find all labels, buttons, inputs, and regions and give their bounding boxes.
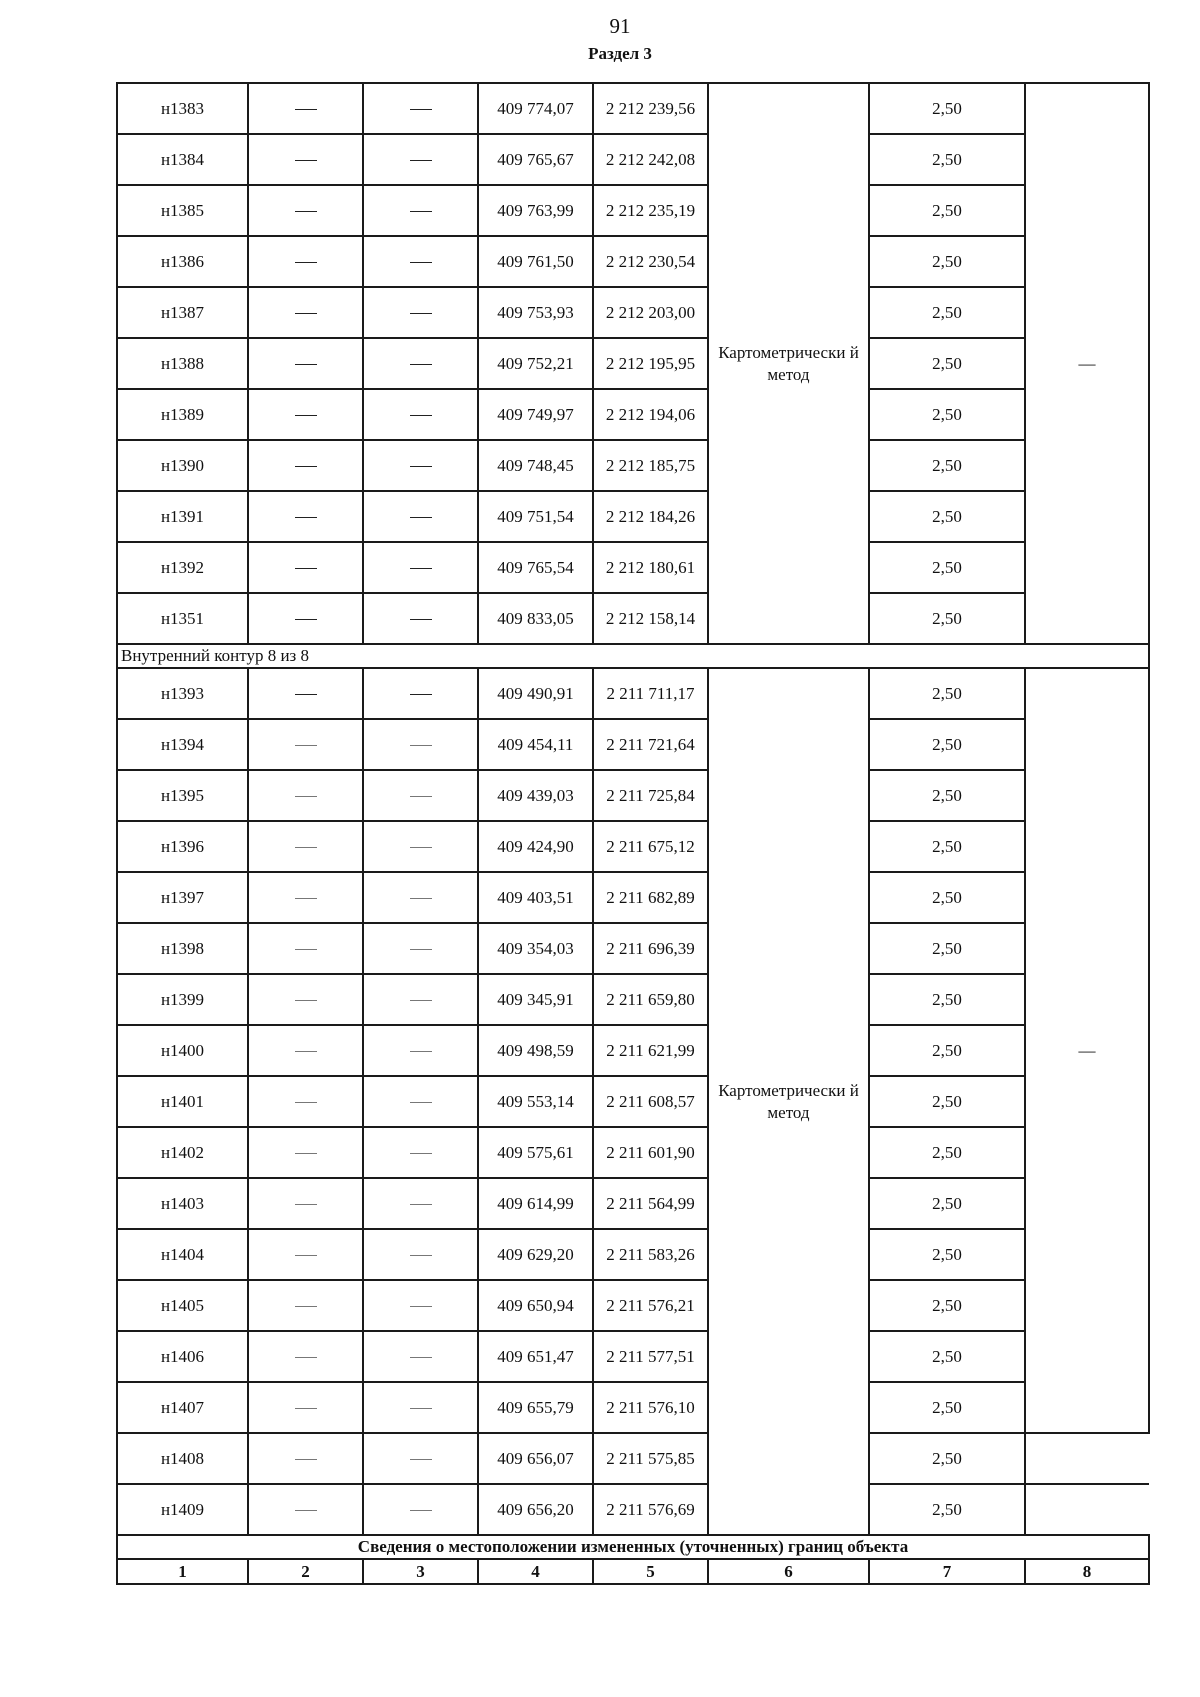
dash-mark (295, 796, 317, 797)
empty-cell (363, 542, 478, 593)
dash-mark (295, 466, 317, 467)
point-id-cell: н1399 (117, 974, 248, 1025)
dash-mark (410, 364, 432, 365)
y-coordinate-cell: 2 212 235,19 (593, 185, 708, 236)
column-number: 5 (593, 1559, 708, 1584)
empty-cell (363, 1280, 478, 1331)
dash-mark (410, 1459, 432, 1460)
empty-cell (363, 185, 478, 236)
empty-cell (363, 83, 478, 134)
x-coordinate-cell: 409 498,59 (478, 1025, 593, 1076)
empty-cell (248, 974, 363, 1025)
dash-mark (410, 619, 432, 620)
dash-mark (410, 262, 432, 263)
x-coordinate-cell: 409 753,93 (478, 287, 593, 338)
dash-mark (295, 313, 317, 314)
x-coordinate-cell: 409 575,61 (478, 1127, 593, 1178)
dash-mark (295, 415, 317, 416)
y-coordinate-cell: 2 211 576,21 (593, 1280, 708, 1331)
table-row (117, 1025, 1149, 1076)
empty-cell (363, 1229, 478, 1280)
dash-mark (295, 1357, 317, 1358)
dash-mark (295, 109, 317, 110)
y-coordinate-cell: 2 211 601,90 (593, 1127, 708, 1178)
empty-cell (248, 1484, 363, 1535)
point-id-cell: н1383 (117, 83, 248, 134)
point-id-cell: н1403 (117, 1178, 248, 1229)
y-coordinate-cell: 2 212 203,00 (593, 287, 708, 338)
empty-cell (248, 593, 363, 644)
table-row (117, 287, 1149, 338)
dash-mark (410, 313, 432, 314)
dash-mark (410, 466, 432, 467)
empty-cell (363, 1178, 478, 1229)
empty-cell (248, 287, 363, 338)
empty-cell (248, 1178, 363, 1229)
empty-cell (248, 872, 363, 923)
table-row (117, 821, 1149, 872)
dash-mark (295, 619, 317, 620)
table-row (117, 974, 1149, 1025)
accuracy-cell: 2,50 (869, 1382, 1025, 1433)
empty-cell (248, 1433, 363, 1484)
empty-cell (363, 287, 478, 338)
table-row (117, 1229, 1149, 1280)
accuracy-cell: 2,50 (869, 872, 1025, 923)
dash-mark (410, 517, 432, 518)
x-coordinate-cell: 409 774,07 (478, 83, 593, 134)
dash-mark (410, 1408, 432, 1409)
empty-cell (363, 1127, 478, 1178)
empty-cell (363, 1382, 478, 1433)
x-coordinate-cell: 409 614,99 (478, 1178, 593, 1229)
empty-cell (363, 770, 478, 821)
x-coordinate-cell: 409 752,21 (478, 338, 593, 389)
point-id-cell: н1394 (117, 719, 248, 770)
x-coordinate-cell: 409 629,20 (478, 1229, 593, 1280)
empty-cell (248, 1025, 363, 1076)
dash-mark (295, 1408, 317, 1409)
empty-cell (363, 491, 478, 542)
empty-cell (248, 923, 363, 974)
empty-cell (363, 440, 478, 491)
point-id-cell: н1384 (117, 134, 248, 185)
accuracy-cell: 2,50 (869, 440, 1025, 491)
point-id-cell: н1401 (117, 1076, 248, 1127)
empty-cell (363, 821, 478, 872)
x-coordinate-cell: 409 761,50 (478, 236, 593, 287)
point-id-cell: н1397 (117, 872, 248, 923)
accuracy-cell: 2,50 (869, 389, 1025, 440)
point-id-cell: н1405 (117, 1280, 248, 1331)
x-coordinate-cell: 409 651,47 (478, 1331, 593, 1382)
dash-mark (410, 1000, 432, 1001)
table-row (117, 389, 1149, 440)
dash-mark (295, 694, 317, 695)
dash-mark (410, 898, 432, 899)
y-coordinate-cell: 2 211 576,69 (593, 1484, 708, 1535)
column-number: 3 (363, 1559, 478, 1584)
contour-label: Внутренний контур 8 из 8 (117, 644, 1149, 668)
accuracy-cell: 2,50 (869, 338, 1025, 389)
empty-cell (248, 719, 363, 770)
y-coordinate-cell: 2 211 576,10 (593, 1382, 708, 1433)
empty-cell (363, 593, 478, 644)
accuracy-cell: 2,50 (869, 1076, 1025, 1127)
dash-mark (295, 1051, 317, 1052)
accuracy-cell: 2,50 (869, 236, 1025, 287)
method-cell: Картометрически й метод (708, 83, 869, 644)
point-id-cell: н1398 (117, 923, 248, 974)
empty-cell (248, 1229, 363, 1280)
x-coordinate-cell: 409 765,67 (478, 134, 593, 185)
empty-cell (363, 1433, 478, 1484)
empty-cell (248, 389, 363, 440)
accuracy-cell: 2,50 (869, 1484, 1025, 1535)
empty-cell (248, 236, 363, 287)
empty-cell (363, 668, 478, 719)
empty-cell (248, 440, 363, 491)
empty-cell (363, 1025, 478, 1076)
empty-cell (363, 236, 478, 287)
dash-mark (410, 1306, 432, 1307)
column-number: 8 (1025, 1559, 1149, 1584)
y-coordinate-cell: 2 212 184,26 (593, 491, 708, 542)
x-coordinate-cell: 409 748,45 (478, 440, 593, 491)
table-row (117, 338, 1149, 389)
point-id-cell: н1388 (117, 338, 248, 389)
method-cell: Картометрически й метод (708, 668, 869, 1535)
dash-mark (410, 160, 432, 161)
empty-cell (363, 1484, 478, 1535)
y-coordinate-cell: 2 212 230,54 (593, 236, 708, 287)
blank-cell (1025, 1433, 1149, 1484)
dash-mark (295, 745, 317, 746)
x-coordinate-cell: 409 765,54 (478, 542, 593, 593)
dash-mark (410, 694, 432, 695)
empty-cell (248, 491, 363, 542)
dash-mark (295, 160, 317, 161)
point-id-cell: н1400 (117, 1025, 248, 1076)
point-id-cell: н1392 (117, 542, 248, 593)
dash-mark (410, 1204, 432, 1205)
point-id-cell: н1402 (117, 1127, 248, 1178)
point-id-cell: н1385 (117, 185, 248, 236)
y-coordinate-cell: 2 212 158,14 (593, 593, 708, 644)
section-heading: Сведения о местоположении измененных (уточненных) границ объекта (117, 1535, 1149, 1559)
y-coordinate-cell: 2 211 696,39 (593, 923, 708, 974)
dash-mark (410, 796, 432, 797)
point-id-cell: н1389 (117, 389, 248, 440)
empty-cell (363, 1331, 478, 1382)
y-coordinate-cell: 2 211 583,26 (593, 1229, 708, 1280)
point-id-cell: н1408 (117, 1433, 248, 1484)
table-row (117, 872, 1149, 923)
x-coordinate-cell: 409 650,94 (478, 1280, 593, 1331)
accuracy-cell: 2,50 (869, 1178, 1025, 1229)
x-coordinate-cell: 409 454,11 (478, 719, 593, 770)
x-coordinate-cell: 409 656,20 (478, 1484, 593, 1535)
dash-mark (410, 568, 432, 569)
empty-cell (248, 134, 363, 185)
dash-mark (295, 568, 317, 569)
point-id-cell: н1391 (117, 491, 248, 542)
x-coordinate-cell: 409 751,54 (478, 491, 593, 542)
accuracy-cell: 2,50 (869, 593, 1025, 644)
empty-cell (248, 1076, 363, 1127)
blank-cell (1025, 1484, 1149, 1535)
description-cell: — (1025, 83, 1149, 644)
accuracy-cell: 2,50 (869, 1025, 1025, 1076)
empty-cell (248, 83, 363, 134)
x-coordinate-cell: 409 403,51 (478, 872, 593, 923)
dash-mark (295, 1102, 317, 1103)
dash-mark (410, 1357, 432, 1358)
table-row (117, 134, 1149, 185)
table-row (117, 770, 1149, 821)
page-number: 91 (609, 14, 631, 38)
empty-cell (248, 338, 363, 389)
dash-mark (410, 1051, 432, 1052)
accuracy-cell: 2,50 (869, 1433, 1025, 1484)
column-number: 2 (248, 1559, 363, 1584)
dash-mark (295, 262, 317, 263)
y-coordinate-cell: 2 212 242,08 (593, 134, 708, 185)
dash-mark (410, 211, 432, 212)
dash-mark (410, 949, 432, 950)
accuracy-cell: 2,50 (869, 83, 1025, 134)
point-id-cell: н1390 (117, 440, 248, 491)
empty-cell (363, 872, 478, 923)
x-coordinate-cell: 409 749,97 (478, 389, 593, 440)
dash-mark (295, 1204, 317, 1205)
y-coordinate-cell: 2 211 725,84 (593, 770, 708, 821)
x-coordinate-cell: 409 656,07 (478, 1433, 593, 1484)
y-coordinate-cell: 2 211 575,85 (593, 1433, 708, 1484)
dash-mark (410, 1255, 432, 1256)
table-row (117, 1127, 1149, 1178)
y-coordinate-cell: 2 211 608,57 (593, 1076, 708, 1127)
y-coordinate-cell: 2 211 659,80 (593, 974, 708, 1025)
dash-mark (295, 517, 317, 518)
table-row (117, 668, 1149, 719)
dash-mark (295, 1000, 317, 1001)
x-coordinate-cell: 409 655,79 (478, 1382, 593, 1433)
accuracy-cell: 2,50 (869, 185, 1025, 236)
column-number: 1 (117, 1559, 248, 1584)
y-coordinate-cell: 2 212 239,56 (593, 83, 708, 134)
x-coordinate-cell: 409 833,05 (478, 593, 593, 644)
dash-mark (295, 1255, 317, 1256)
table-row (117, 1280, 1149, 1331)
section-title: Раздел 3 (588, 44, 652, 63)
x-coordinate-cell: 409 439,03 (478, 770, 593, 821)
dash-mark (410, 1102, 432, 1103)
table-row (117, 1382, 1149, 1433)
table-row (117, 185, 1149, 236)
y-coordinate-cell: 2 211 675,12 (593, 821, 708, 872)
point-id-cell: н1404 (117, 1229, 248, 1280)
dash-mark (295, 898, 317, 899)
dash-mark (295, 364, 317, 365)
empty-cell (363, 974, 478, 1025)
y-coordinate-cell: 2 212 195,95 (593, 338, 708, 389)
empty-cell (248, 821, 363, 872)
y-coordinate-cell: 2 211 711,17 (593, 668, 708, 719)
y-coordinate-cell: 2 211 721,64 (593, 719, 708, 770)
column-numbers-row (117, 1559, 1149, 1584)
point-id-cell: н1407 (117, 1382, 248, 1433)
dash-mark (295, 211, 317, 212)
point-id-cell: н1386 (117, 236, 248, 287)
point-id-cell: н1396 (117, 821, 248, 872)
dash-mark (410, 847, 432, 848)
empty-cell (363, 719, 478, 770)
table-row (117, 1178, 1149, 1229)
y-coordinate-cell: 2 212 180,61 (593, 542, 708, 593)
table-row (117, 491, 1149, 542)
x-coordinate-cell: 409 424,90 (478, 821, 593, 872)
accuracy-cell: 2,50 (869, 542, 1025, 593)
y-coordinate-cell: 2 212 194,06 (593, 389, 708, 440)
column-number: 6 (708, 1559, 869, 1584)
accuracy-cell: 2,50 (869, 719, 1025, 770)
point-id-cell: н1393 (117, 668, 248, 719)
empty-cell (363, 389, 478, 440)
dash-mark (295, 1153, 317, 1154)
point-id-cell: н1395 (117, 770, 248, 821)
y-coordinate-cell: 2 212 185,75 (593, 440, 708, 491)
empty-cell (363, 338, 478, 389)
empty-cell (248, 1382, 363, 1433)
column-number: 4 (478, 1559, 593, 1584)
empty-cell (363, 134, 478, 185)
column-number: 7 (869, 1559, 1025, 1584)
empty-cell (248, 1331, 363, 1382)
y-coordinate-cell: 2 211 682,89 (593, 872, 708, 923)
accuracy-cell: 2,50 (869, 821, 1025, 872)
empty-cell (363, 923, 478, 974)
x-coordinate-cell: 409 553,14 (478, 1076, 593, 1127)
table-row (117, 83, 1149, 134)
dash-mark (410, 1153, 432, 1154)
accuracy-cell: 2,50 (869, 1127, 1025, 1178)
table-row (117, 1433, 1149, 1484)
y-coordinate-cell: 2 211 577,51 (593, 1331, 708, 1382)
contour-row (117, 644, 1149, 668)
dash-mark (410, 745, 432, 746)
dash-mark (410, 415, 432, 416)
table-row (117, 440, 1149, 491)
description-cell: — (1025, 668, 1149, 1433)
table-row (117, 542, 1149, 593)
accuracy-cell: 2,50 (869, 1331, 1025, 1382)
x-coordinate-cell: 409 490,91 (478, 668, 593, 719)
table-row (117, 593, 1149, 644)
empty-cell (248, 1127, 363, 1178)
table-row (117, 1331, 1149, 1382)
accuracy-cell: 2,50 (869, 668, 1025, 719)
empty-cell (248, 770, 363, 821)
x-coordinate-cell: 409 354,03 (478, 923, 593, 974)
empty-cell (248, 668, 363, 719)
point-id-cell: н1409 (117, 1484, 248, 1535)
dash-mark (295, 1306, 317, 1307)
empty-cell (248, 185, 363, 236)
dash-mark (295, 847, 317, 848)
empty-cell (248, 1280, 363, 1331)
x-coordinate-cell: 409 345,91 (478, 974, 593, 1025)
dash-mark (410, 1510, 432, 1511)
accuracy-cell: 2,50 (869, 1280, 1025, 1331)
table-body (117, 83, 1149, 1584)
accuracy-cell: 2,50 (869, 770, 1025, 821)
section-heading-row (117, 1535, 1149, 1559)
accuracy-cell: 2,50 (869, 1229, 1025, 1280)
accuracy-cell: 2,50 (869, 491, 1025, 542)
empty-cell (363, 1076, 478, 1127)
dash-mark (410, 109, 432, 110)
table-row (117, 719, 1149, 770)
accuracy-cell: 2,50 (869, 287, 1025, 338)
coordinates-table (116, 82, 1150, 1585)
accuracy-cell: 2,50 (869, 134, 1025, 185)
dash-mark (295, 1459, 317, 1460)
accuracy-cell: 2,50 (869, 974, 1025, 1025)
table-row (117, 1484, 1149, 1535)
empty-cell (248, 542, 363, 593)
table-row (117, 923, 1149, 974)
y-coordinate-cell: 2 211 621,99 (593, 1025, 708, 1076)
y-coordinate-cell: 2 211 564,99 (593, 1178, 708, 1229)
accuracy-cell: 2,50 (869, 923, 1025, 974)
dash-mark (295, 1510, 317, 1511)
point-id-cell: н1406 (117, 1331, 248, 1382)
point-id-cell: н1387 (117, 287, 248, 338)
point-id-cell: н1351 (117, 593, 248, 644)
table-row (117, 236, 1149, 287)
table-row (117, 1076, 1149, 1127)
dash-mark (295, 949, 317, 950)
x-coordinate-cell: 409 763,99 (478, 185, 593, 236)
